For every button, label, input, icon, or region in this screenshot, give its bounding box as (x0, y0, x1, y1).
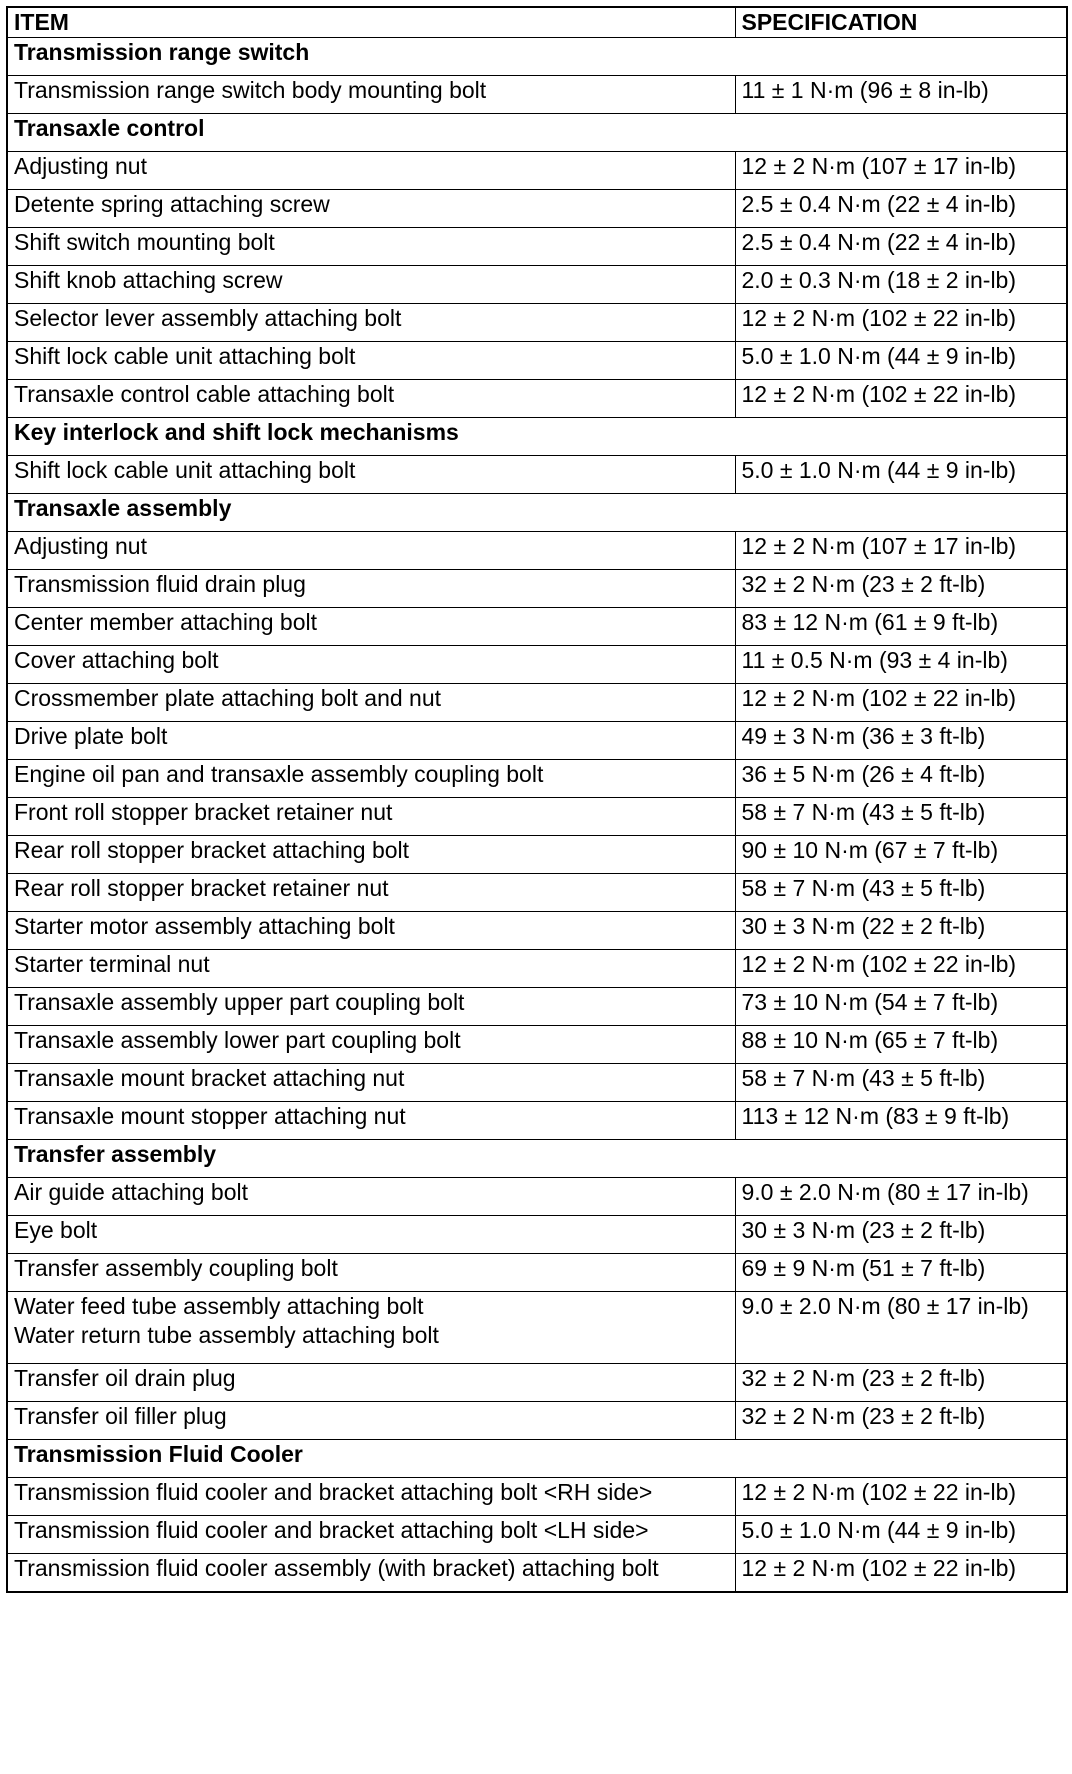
table-row (7, 760, 1067, 798)
item-text: Adjusting nut (14, 533, 147, 559)
item-text: Drive plate bolt (14, 723, 168, 749)
item-cell (7, 798, 735, 836)
specification-column-header: SPECIFICATION (735, 7, 1067, 38)
specification-cell: 32 ± 2 N·m (23 ± 2 ft-lb) (735, 1364, 1067, 1402)
specification-cell: 11 ± 0.5 N·m (93 ± 4 in-lb) (735, 646, 1067, 684)
item-cell (7, 342, 735, 380)
specification-cell: 12 ± 2 N·m (102 ± 22 in-lb) (735, 950, 1067, 988)
specification-cell: 58 ± 7 N·m (43 ± 5 ft-lb) (735, 874, 1067, 912)
table-row (7, 380, 1067, 418)
item-cell (7, 1364, 735, 1402)
table-row (7, 684, 1067, 722)
item-text: Air guide attaching bolt (14, 1179, 248, 1205)
item-cell (7, 1216, 735, 1254)
specification-cell: 12 ± 2 N·m (102 ± 22 in-lb) (735, 380, 1067, 418)
section-header-row (7, 1440, 1067, 1478)
specification-cell: 5.0 ± 1.0 N·m (44 ± 9 in-lb) (735, 342, 1067, 380)
item-cell (7, 570, 735, 608)
specification-cell: 32 ± 2 N·m (23 ± 2 ft-lb) (735, 570, 1067, 608)
specification-cell: 5.0 ± 1.0 N·m (44 ± 9 in-lb) (735, 1516, 1067, 1554)
table-row (7, 1064, 1067, 1102)
specification-cell: 30 ± 3 N·m (23 ± 2 ft-lb) (735, 1216, 1067, 1254)
specification-cell: 2.5 ± 0.4 N·m (22 ± 4 in-lb) (735, 190, 1067, 228)
table-header-row (7, 7, 1067, 38)
item-text: Starter terminal nut (14, 951, 210, 977)
section-header-row (7, 494, 1067, 532)
table-row (7, 646, 1067, 684)
item-text: Transfer oil drain plug (14, 1365, 236, 1391)
specification-cell: 69 ± 9 N·m (51 ± 7 ft-lb) (735, 1254, 1067, 1292)
item-cell (7, 1516, 735, 1554)
specification-cell: 12 ± 2 N·m (107 ± 17 in-lb) (735, 152, 1067, 190)
table-row (7, 798, 1067, 836)
item-text: Transmission fluid cooler assembly (with bracket) attaching bolt (14, 1555, 659, 1581)
table-row (7, 988, 1067, 1026)
item-text: Water feed tube assembly attaching bolt (14, 1293, 424, 1319)
item-cell (7, 684, 735, 722)
specification-cell: 12 ± 2 N·m (107 ± 17 in-lb) (735, 532, 1067, 570)
item-text: Transmission fluid cooler and bracket attaching bolt <RH side> (14, 1479, 653, 1505)
item-cell (7, 1478, 735, 1516)
item-text: Front roll stopper bracket retainer nut (14, 799, 393, 825)
specification-cell: 30 ± 3 N·m (22 ± 2 ft-lb) (735, 912, 1067, 950)
item-text: Rear roll stopper bracket retainer nut (14, 875, 389, 901)
section-header-row (7, 114, 1067, 152)
item-text: Transmission fluid cooler and bracket attaching bolt <LH side> (14, 1517, 649, 1543)
table-row (7, 1178, 1067, 1216)
specification-cell: 12 ± 2 N·m (102 ± 22 in-lb) (735, 304, 1067, 342)
item-cell (7, 912, 735, 950)
item-cell (7, 1254, 735, 1292)
specification-cell: 32 ± 2 N·m (23 ± 2 ft-lb) (735, 1402, 1067, 1440)
item-text: Shift lock cable unit attaching bolt (14, 343, 356, 369)
item-text: Transaxle control cable attaching bolt (14, 381, 395, 407)
specification-cell: 49 ± 3 N·m (36 ± 3 ft-lb) (735, 722, 1067, 760)
table-row (7, 190, 1067, 228)
item-cell (7, 380, 735, 418)
item-cell (7, 456, 735, 494)
specification-cell: 12 ± 2 N·m (102 ± 22 in-lb) (735, 1478, 1067, 1516)
specification-cell: 58 ± 7 N·m (43 ± 5 ft-lb) (735, 1064, 1067, 1102)
item-cell (7, 1292, 735, 1364)
specification-cell: 11 ± 1 N·m (96 ± 8 in-lb) (735, 76, 1067, 114)
table-row (7, 570, 1067, 608)
table-row (7, 1402, 1067, 1440)
table-row (7, 456, 1067, 494)
item-text: Eye bolt (14, 1217, 98, 1243)
specification-cell: 5.0 ± 1.0 N·m (44 ± 9 in-lb) (735, 456, 1067, 494)
section-title: Transmission range switch (7, 38, 1067, 76)
item-column-header: ITEM (7, 7, 735, 38)
table-row (7, 1292, 1067, 1364)
item-cell (7, 1178, 735, 1216)
table-row (7, 228, 1067, 266)
table-row (7, 722, 1067, 760)
specification-cell: 12 ± 2 N·m (102 ± 22 in-lb) (735, 684, 1067, 722)
table-row (7, 912, 1067, 950)
section-header-row (7, 418, 1067, 456)
table-row (7, 836, 1067, 874)
item-text: Transaxle mount bracket attaching nut (14, 1065, 405, 1091)
item-cell (7, 532, 735, 570)
item-cell (7, 266, 735, 304)
item-cell (7, 836, 735, 874)
table-row (7, 152, 1067, 190)
item-text: Shift knob attaching screw (14, 267, 283, 293)
item-text: Transmission range switch body mounting bolt (14, 77, 487, 103)
table-row (7, 1554, 1067, 1592)
table-body (7, 38, 1067, 1592)
table-row (7, 1102, 1067, 1140)
item-cell (7, 874, 735, 912)
item-cell (7, 152, 735, 190)
item-text: Crossmember plate attaching bolt and nut (14, 685, 442, 711)
item-cell (7, 190, 735, 228)
item-cell (7, 646, 735, 684)
item-cell (7, 1064, 735, 1102)
item-cell (7, 988, 735, 1026)
table-row (7, 1254, 1067, 1292)
table-row (7, 532, 1067, 570)
table-row (7, 1216, 1067, 1254)
specification-cell: 36 ± 5 N·m (26 ± 4 ft-lb) (735, 760, 1067, 798)
item-text: Transmission fluid drain plug (14, 571, 306, 597)
specification-cell: 12 ± 2 N·m (102 ± 22 in-lb) (735, 1554, 1067, 1592)
item-text: Selector lever assembly attaching bolt (14, 305, 402, 331)
table-row (7, 950, 1067, 988)
section-title: Transmission Fluid Cooler (7, 1440, 1067, 1478)
item-text: Transaxle mount stopper attaching nut (14, 1103, 406, 1129)
item-text: Center member attaching bolt (14, 609, 317, 635)
specification-cell: 113 ± 12 N·m (83 ± 9 ft-lb) (735, 1102, 1067, 1140)
item-text: Water return tube assembly attaching bolt (14, 1322, 439, 1348)
specification-cell: 2.0 ± 0.3 N·m (18 ± 2 in-lb) (735, 266, 1067, 304)
item-cell (7, 760, 735, 798)
section-title: Transfer assembly (7, 1140, 1067, 1178)
table-row (7, 342, 1067, 380)
item-cell (7, 1102, 735, 1140)
item-text: Cover attaching bolt (14, 647, 219, 673)
section-header-row (7, 1140, 1067, 1178)
item-text: Transfer assembly coupling bolt (14, 1255, 338, 1281)
specification-cell: 9.0 ± 2.0 N·m (80 ± 17 in-lb) (735, 1292, 1067, 1364)
item-cell (7, 722, 735, 760)
item-cell (7, 1554, 735, 1592)
section-title: Transaxle control (7, 114, 1067, 152)
item-text: Rear roll stopper bracket attaching bolt (14, 837, 410, 863)
item-text: Transaxle assembly upper part coupling bolt (14, 989, 465, 1015)
item-text: Shift lock cable unit attaching bolt (14, 457, 356, 483)
table-row (7, 76, 1067, 114)
specification-cell: 73 ± 10 N·m (54 ± 7 ft-lb) (735, 988, 1067, 1026)
section-title: Key interlock and shift lock mechanisms (7, 418, 1067, 456)
specification-cell: 2.5 ± 0.4 N·m (22 ± 4 in-lb) (735, 228, 1067, 266)
section-title: Transaxle assembly (7, 494, 1067, 532)
table-row (7, 1026, 1067, 1064)
specification-cell: 83 ± 12 N·m (61 ± 9 ft-lb) (735, 608, 1067, 646)
table-row (7, 1478, 1067, 1516)
torque-spec-table (6, 6, 1068, 1593)
item-cell (7, 1402, 735, 1440)
specification-cell: 58 ± 7 N·m (43 ± 5 ft-lb) (735, 798, 1067, 836)
item-cell (7, 304, 735, 342)
specification-cell: 90 ± 10 N·m (67 ± 7 ft-lb) (735, 836, 1067, 874)
item-cell (7, 228, 735, 266)
item-cell (7, 76, 735, 114)
table-row (7, 304, 1067, 342)
item-text: Engine oil pan and transaxle assembly coupling bolt (14, 761, 544, 787)
table-row (7, 266, 1067, 304)
table-row (7, 1364, 1067, 1402)
specification-cell: 9.0 ± 2.0 N·m (80 ± 17 in-lb) (735, 1178, 1067, 1216)
item-cell (7, 608, 735, 646)
table-row (7, 1516, 1067, 1554)
item-cell (7, 1026, 735, 1064)
item-text: Shift switch mounting bolt (14, 229, 275, 255)
section-header-row (7, 38, 1067, 76)
item-text: Adjusting nut (14, 153, 147, 179)
item-text: Transaxle assembly lower part coupling bolt (14, 1027, 461, 1053)
specification-cell: 88 ± 10 N·m (65 ± 7 ft-lb) (735, 1026, 1067, 1064)
item-text: Transfer oil filler plug (14, 1403, 227, 1429)
table-row (7, 608, 1067, 646)
item-text: Detente spring attaching screw (14, 191, 330, 217)
item-cell (7, 950, 735, 988)
item-text: Starter motor assembly attaching bolt (14, 913, 395, 939)
table-row (7, 874, 1067, 912)
